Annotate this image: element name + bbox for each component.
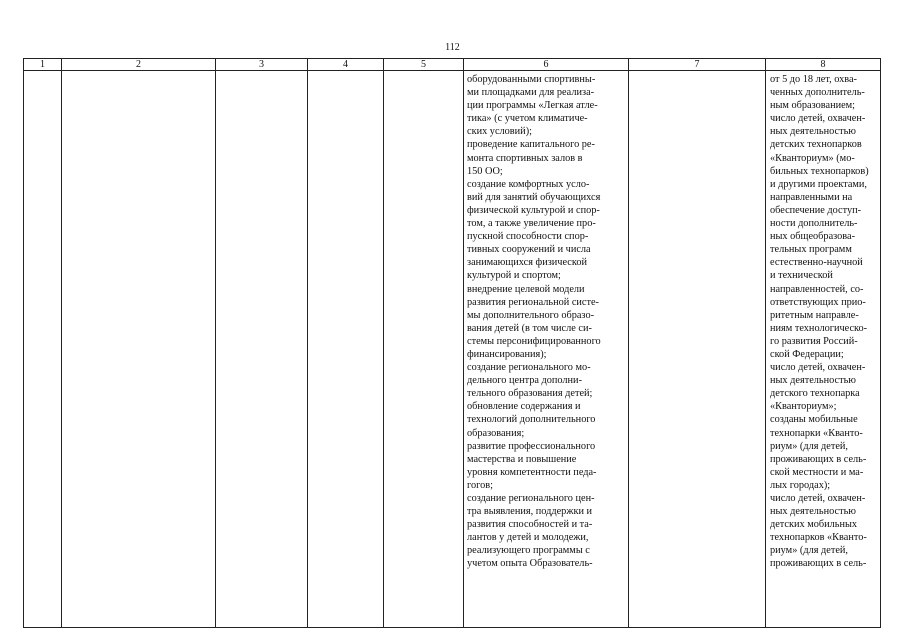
column-header-6: 6 xyxy=(464,59,629,71)
column-header-4: 4 xyxy=(308,59,384,71)
column-header-8: 8 xyxy=(766,59,881,71)
header-row xyxy=(24,59,881,71)
cell-col-1 xyxy=(24,71,62,628)
cell-col-6 xyxy=(464,71,629,628)
page-number: 112 xyxy=(445,42,460,53)
indicators-text: от 5 до 18 лет, охва- ченных дополнитель- ным образованием; число детей, охвачен- ных деятельностью детских технопарков «Кванториум» (мо- бильных технопарков) и другими проектами, направленными на обеспечение доступ- ности дополнитель- ных общеобразова- тельных программ естественно-научной и технической направленностей, со- ответствующих прио- ритетным направле- ниям технологическо- го развития Россий- ской Федерации; число детей, охвачен- ных деятельностью детского технопарка «Кванториум»; созданы мобильные технопарки «Кванто- риум» (для детей, проживающих в сель- ской местности и ма- лых городах); число детей, охвачен- ных деятельностью детских мобильных технопарков «Кванто- риум» (для детей, проживающих в сель- xyxy=(770,74,869,570)
cell-col-7 xyxy=(629,71,766,628)
column-header-5: 5 xyxy=(384,59,464,71)
cell-col-2 xyxy=(62,71,216,628)
cell-col-8 xyxy=(766,71,881,628)
column-header-7: 7 xyxy=(629,59,766,71)
column-header-2: 2 xyxy=(62,59,216,71)
cell-col-5 xyxy=(384,71,464,628)
cell-col-4 xyxy=(308,71,384,628)
measures-text: оборудованными спортивны- ми площадками для реализа- ции программы «Легкая атле- тика» (с учетом климатиче- ских условий); проведение капитального ре- монта спортивных залов в 150 ОО; создание комфортных усло- вий для занятий обучающихся физической культурой и спор- том, а также увеличение про- пускной способности спор- тивных сооружений и числа занимающихся физической культурой и спортом; внедрение целевой модели развития региональной систе- мы дополнительного образо- вания детей (в том числе си- стемы персонифицированного финансирования); создание регионального мо- дельного центра дополни- тельного образования детей; обновление содержания и технологий дополнительного образования; развитие профессионального мастерства и повышение уровня компетентности педа- гогов; создание регионального цен- тра выявления, поддержки и развития способностей и та- лантов у детей и молодежи, реализующего программы с учетом опыта Образователь- xyxy=(467,74,601,570)
column-header-3: 3 xyxy=(216,59,308,71)
program-table xyxy=(23,58,881,628)
column-header-1: 1 xyxy=(24,59,62,71)
cell-col-3 xyxy=(216,71,308,628)
table-row xyxy=(24,71,881,628)
